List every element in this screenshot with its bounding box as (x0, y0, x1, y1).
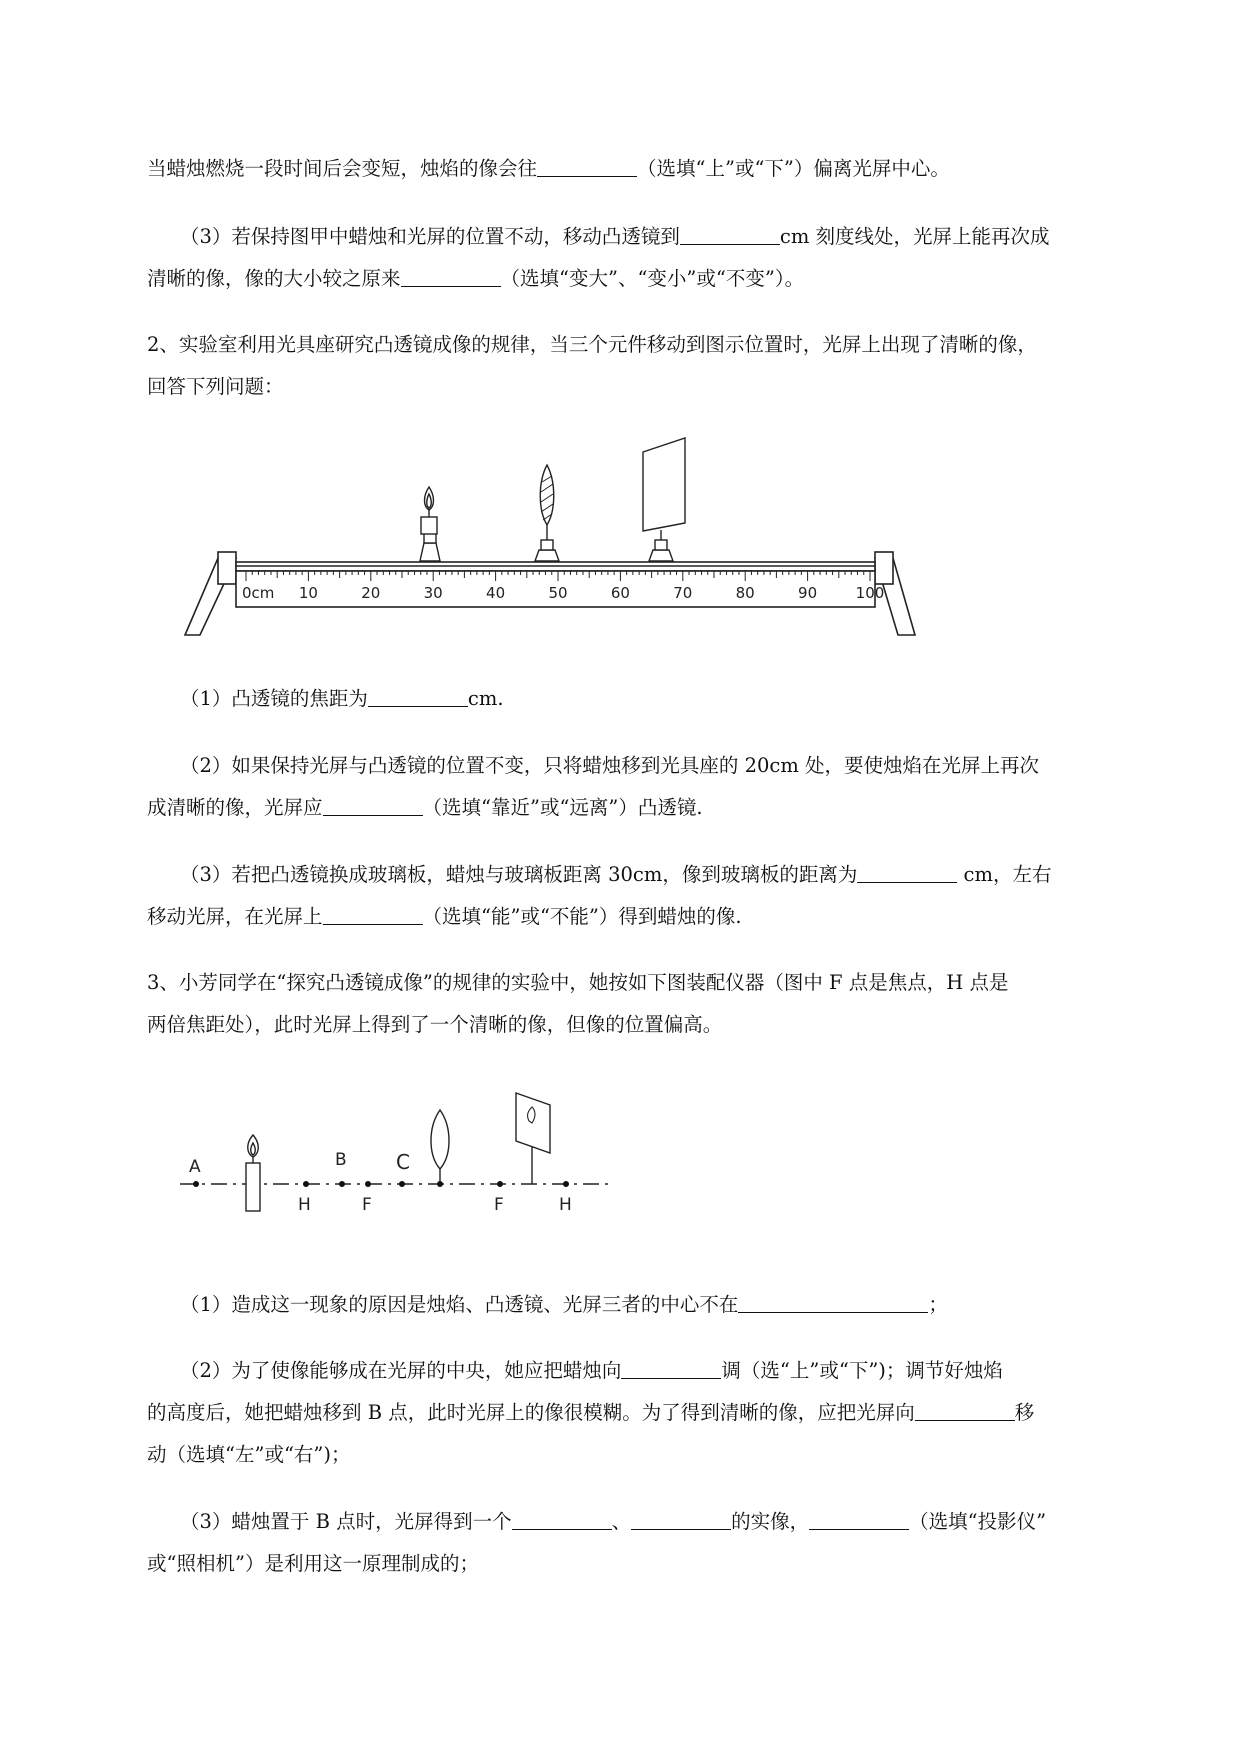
light-screen (643, 438, 685, 561)
scale-label: 100 (855, 584, 885, 602)
text: 清晰的像，像的大小较之原来 (147, 267, 401, 290)
text: （选填“变大”、“变小”或“不变”）。 (500, 267, 805, 290)
convex-lens (431, 1110, 449, 1184)
answer-blank[interactable] (857, 862, 957, 883)
bench-left-end (218, 552, 236, 584)
scale-label: 10 (298, 584, 318, 602)
text: 当蜡烛燃烧一段时间后会变短，烛焰的像会往 (147, 157, 538, 180)
point-label-b: B (335, 1150, 347, 1170)
answer-blank[interactable] (738, 1292, 928, 1313)
text-line-2 (180, 222, 1050, 252)
candle (246, 1135, 260, 1211)
point-label-f: F (362, 1195, 372, 1215)
point-label-h: H (298, 1195, 311, 1215)
optical-axis-figure (170, 1085, 620, 1235)
scale-label: 40 (486, 584, 506, 602)
answer-blank[interactable] (621, 1358, 721, 1379)
answer-blank[interactable] (401, 266, 501, 287)
answer-blank[interactable] (915, 1400, 1015, 1421)
candle (420, 487, 440, 561)
text: （3）若保持图甲中蜡烛和光屏的位置不动，移动凸透镜到 (180, 225, 680, 248)
q3-part-2b: 的高度后，她把蜡烛移到 B 点，此时光屏上的像很模糊。为了得到清晰的像，应把光屏向 移 (147, 1401, 1035, 1424)
convex-lens (535, 465, 559, 561)
q3-stem-2: 两倍焦距处），此时光屏上得到了一个清晰的像，但像的位置偏高。 (147, 1013, 723, 1036)
q3-part-3a: （3）蜡烛置于 B 点时，光屏得到一个 、 的实像， （选填“投影仪” (180, 1510, 1047, 1533)
answer-blank[interactable] (323, 795, 423, 816)
q2-stem-2: 回答下列问题： (147, 375, 284, 398)
scale-label: 50 (548, 584, 568, 602)
answer-blank[interactable] (323, 904, 423, 925)
text: （选填“上”或“下”）偏离光屏中心。 (637, 157, 950, 180)
q2-stem-1: 2、实验室利用光具座研究凸透镜成像的规律，当三个元件移动到图示位置时，光屏上出现了清晰的像， (147, 333, 1037, 356)
optical-bench-figure (180, 430, 920, 650)
q3-part-2c: 动（选填“左”或“右”)； (147, 1443, 351, 1466)
point-label-h: H (559, 1195, 572, 1215)
scale-label: 80 (735, 584, 755, 602)
q3-part-1: （1）造成这一现象的原因是烛焰、凸透镜、光屏三者的中心不在 ； (180, 1293, 948, 1316)
text: cm 刻度线处，光屏上能再次成 (779, 225, 1050, 248)
scale-label: 60 (610, 584, 630, 602)
point-label-f: F (494, 1195, 504, 1215)
q2-part-3b: 移动光屏，在光屏上 （选填“能”或“不能”）得到蜡烛的像. (147, 905, 742, 928)
screen-plate (643, 438, 685, 531)
q3-stem-1: 3、小芳同学在“探究凸透镜成像”的规律的实验中，她按如下图装配仪器（图中 F 点是焦点，H 点是 (147, 971, 1009, 994)
scale-label: 20 (361, 584, 381, 602)
answer-blank[interactable] (512, 1509, 612, 1530)
q3-part-3b: 或“照相机”）是利用这一原理制成的； (147, 1552, 479, 1575)
q2-part-1: （1）凸透镜的焦距为 cm. (180, 687, 504, 710)
q3-part-2a: （2）为了使像能够成在光屏的中央，她应把蜡烛向 调（选“上”或“下”)；调节好烛焰 (180, 1359, 1003, 1382)
text-line-1 (147, 154, 950, 184)
answer-blank[interactable] (680, 224, 780, 245)
bench-right-end (875, 552, 893, 584)
point-label-c: C (396, 1150, 410, 1174)
q2-part-2a: （2）如果保持光屏与凸透镜的位置不变，只将蜡烛移到光具座的 20cm 处，要使烛焰在光屏上再次 (180, 754, 1040, 777)
text-line-3 (147, 264, 804, 294)
q2-part-3a: （3）若把凸透镜换成玻璃板，蜡烛与玻璃板距离 30cm，像到玻璃板的距离为 cm，左右 (180, 863, 1052, 886)
answer-blank[interactable] (809, 1509, 909, 1530)
scale-label: 30 (423, 584, 443, 602)
scale-label: 90 (798, 584, 818, 602)
answer-blank[interactable] (631, 1509, 731, 1530)
light-screen (516, 1093, 550, 1184)
answer-blank[interactable] (368, 686, 468, 707)
scale-label: 0cm (242, 584, 275, 602)
answer-blank[interactable] (537, 156, 637, 177)
scale-label: 70 (673, 584, 693, 602)
point-label-a: A (189, 1157, 201, 1177)
q2-part-2b: 成清晰的像，光屏应 （选填“靠近”或“远离”）凸透镜. (147, 796, 703, 819)
